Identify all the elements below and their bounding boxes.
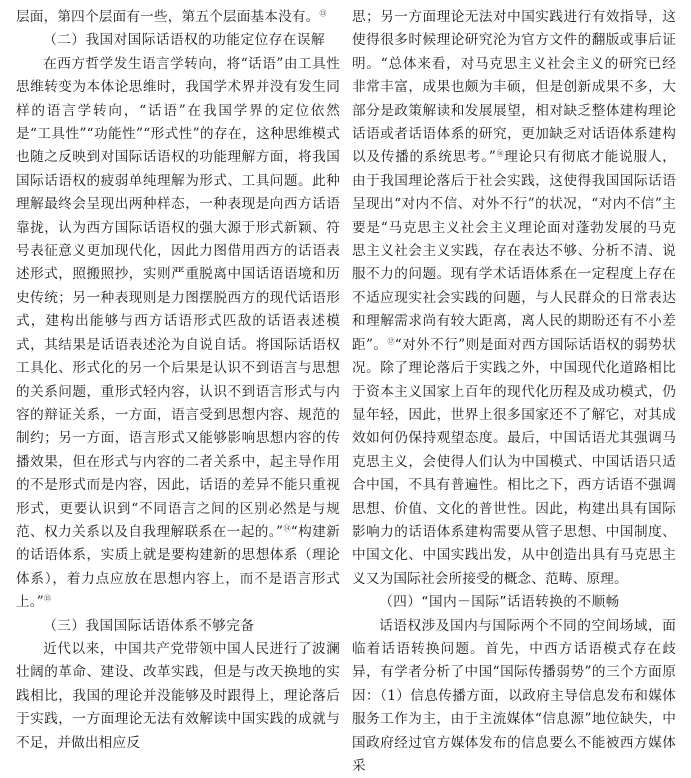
footnote-marker: ⑬ (319, 9, 327, 18)
left-column (16, 6, 340, 755)
footnote-marker: ⑯ (496, 149, 505, 158)
footnote-marker: ⑮ (43, 594, 51, 603)
right-column (352, 6, 676, 778)
section-heading-2: （二）我国对国际话语权的功能定位存在误解 (43, 32, 326, 49)
section-heading-4: （四）“国内－国际”话语转换的不顺畅 (379, 594, 620, 611)
footnote-marker: ⑰ (387, 337, 395, 346)
paragraph-discourse-system: 近代以来，中国共产党带领中国人民进行了波澜壮阔的革命、建设、改革实践，但是与改天换地的实践相比，我国的理论并没能够及时跟得上，理论落后于实践，一方面理论无法有效解读中国实践的成就与不足，并做出相应反 (16, 640, 340, 751)
paragraph-discourse-conversion: 话语权涉及国内与国际两个不同的空间场域，面临着话语转换问题。首先，中西方话语模式存在歧异，有学者分析了中国“国际传播弱势”的三个方面原因：（1）信息传播方面，以政府主导信息发布和媒体服务工作为主，由于主流媒体“信息源”地位缺失，中国政府经过官方媒体发布的信息要么不能被西方媒体采 (352, 617, 676, 774)
section-heading-3: （三）我国国际话语体系不够完备 (43, 617, 255, 634)
paragraph-function-misunderstanding: 在西方哲学发生语言学转向，将“话语”由工具性思维转变为本体论思维时，我国学术界并没有发生同样的语言学转向，“话语”在我国学界的定位依然是“工具性”“功能性”“形式性”的存在，这种思维模式也随之反映到对国际话语权的功能理解方面，将我国国际话语权的疲弱单纯理解为形式、工具问题。此种理解最终会呈现出两种样态，一种表现是向西方话语靠拢，认为西方国际话语权的强大源于形式新颖、符号表征意义更加现代化，因此力图借用西方的话语表述形式，照搬照抄，实则严重脱离中国话语语境和历史传统；另一种表现则是力图摆脱西方的现代话语形式，建构出能够与西方话语形式匹敌的话语表述模式，其结果是话语表述沦为自说自话。将国际话语权工具化、形式化的另一个后果是认识不到语言与思想的关系问题，重形式轻内容，认识不到语言形式与内容的辩证关系，一方面，语言受到思想内容、规范的制约；另一方面，语言形式又能够影响思想内容的传播效果，但在形式与内容的二者关系中，起主导作用的不是形式而是内容，因此，话语的差异不能只重视形式，更要认识到“不同语言之间的区别必然是与规范、权力关系以及自我理解联系在一起的。”⑭“构建新的话语体系，实质上就是要构建新的思想体系（理论体系），着力点应放在思想内容上，而不是语言形式上。”⑮ (16, 55, 341, 611)
footnote-marker: ⑭ (283, 524, 291, 533)
paragraph-continued: 层面，第四个层面有一些，第五个层面基本没有。⑬ (16, 9, 327, 25)
paragraph-continued: 思；另一方面理论无法对中国实践进行有效指导，这使得很多时候理论研究沦为官方文件的翻版或事后证明。“总体来看，对马克思主义社会主义的研究已经非常丰富，成果也颇为丰硕，但是创新成果不多，大部分是政策解读和发展展望，相对缺乏整体建构理论话语或者话语体系的研究，更加缺乏对话语体系建构以及传播的系统思考。”⑯理论只有彻底才能说服人，由于我国理论落后于社会实践，这使得我国国际话语呈现出“对内不信、对外不行”的状况，“对内不信”主要是“马克思主义社会主义理论面对蓬勃发展的马克思主义社会主义实践，存在表达不够、分析不清、说服不力的问题。现有学术话语体系在一定程度上存在不适应现实社会实践的问题，与人民群众的日常表达和理解需求尚有较大距离，离人民的期盼还有不小差距”。⑰“对外不行”则是面对西方国际话语权的弱势状况。除了理论落后于实践之外，中国现代化道路相比于资本主义国家上百年的现代化历程及成功模式，仍显年轻，因此，世界上很多国家还不了解它，对其成效如何仍保持观望态度。最后，中国话语尤其强调马克思主义，会使得人们认为中国模式、中国话语只适合中国，不具有普遍性。相比之下，西方话语不强调思想、价值、文化的普世性。因此，构建出具有国际影响力的话语体系建构需要从管子思想、中国制度、中国文化、中国实践出发，从中创造出具有马克思主义又为国际社会所接受的概念、范畴、原理。 (352, 9, 676, 587)
